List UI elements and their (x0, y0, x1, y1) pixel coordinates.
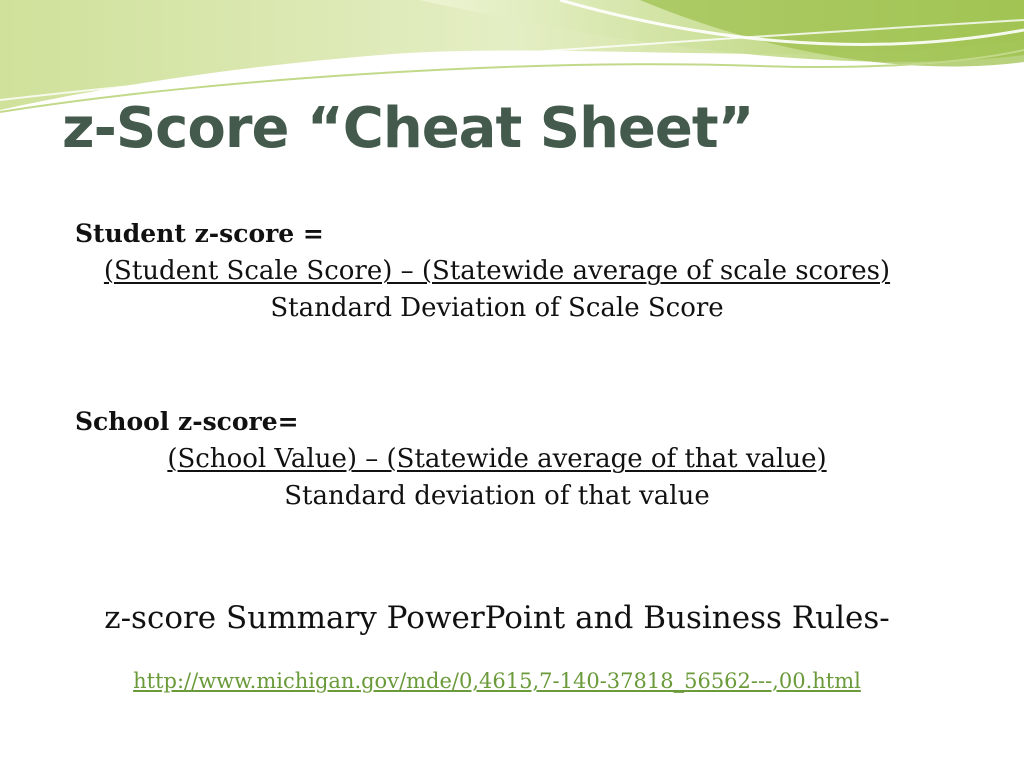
school-zscore-label: School z-score= (75, 407, 299, 436)
michigan-mde-link[interactable]: http://www.michigan.gov/mde/0,4615,7-140-37818_56562---,00.html (133, 669, 861, 693)
summary-heading: z-score Summary PowerPoint and Business Rules- (104, 600, 890, 636)
student-zscore-numerator: (Student Scale Score) – (Statewide average of scale scores) (103, 256, 891, 286)
school-zscore-numerator: (School Value) – (Statewide average of that value) (167, 444, 827, 474)
student-zscore-denominator: Standard Deviation of Scale Score (270, 293, 724, 323)
school-zscore-denominator: Standard deviation of that value (284, 481, 710, 511)
page-title: z-Score “Cheat Sheet” (62, 96, 754, 161)
student-zscore-label: Student z-score = (75, 219, 324, 248)
